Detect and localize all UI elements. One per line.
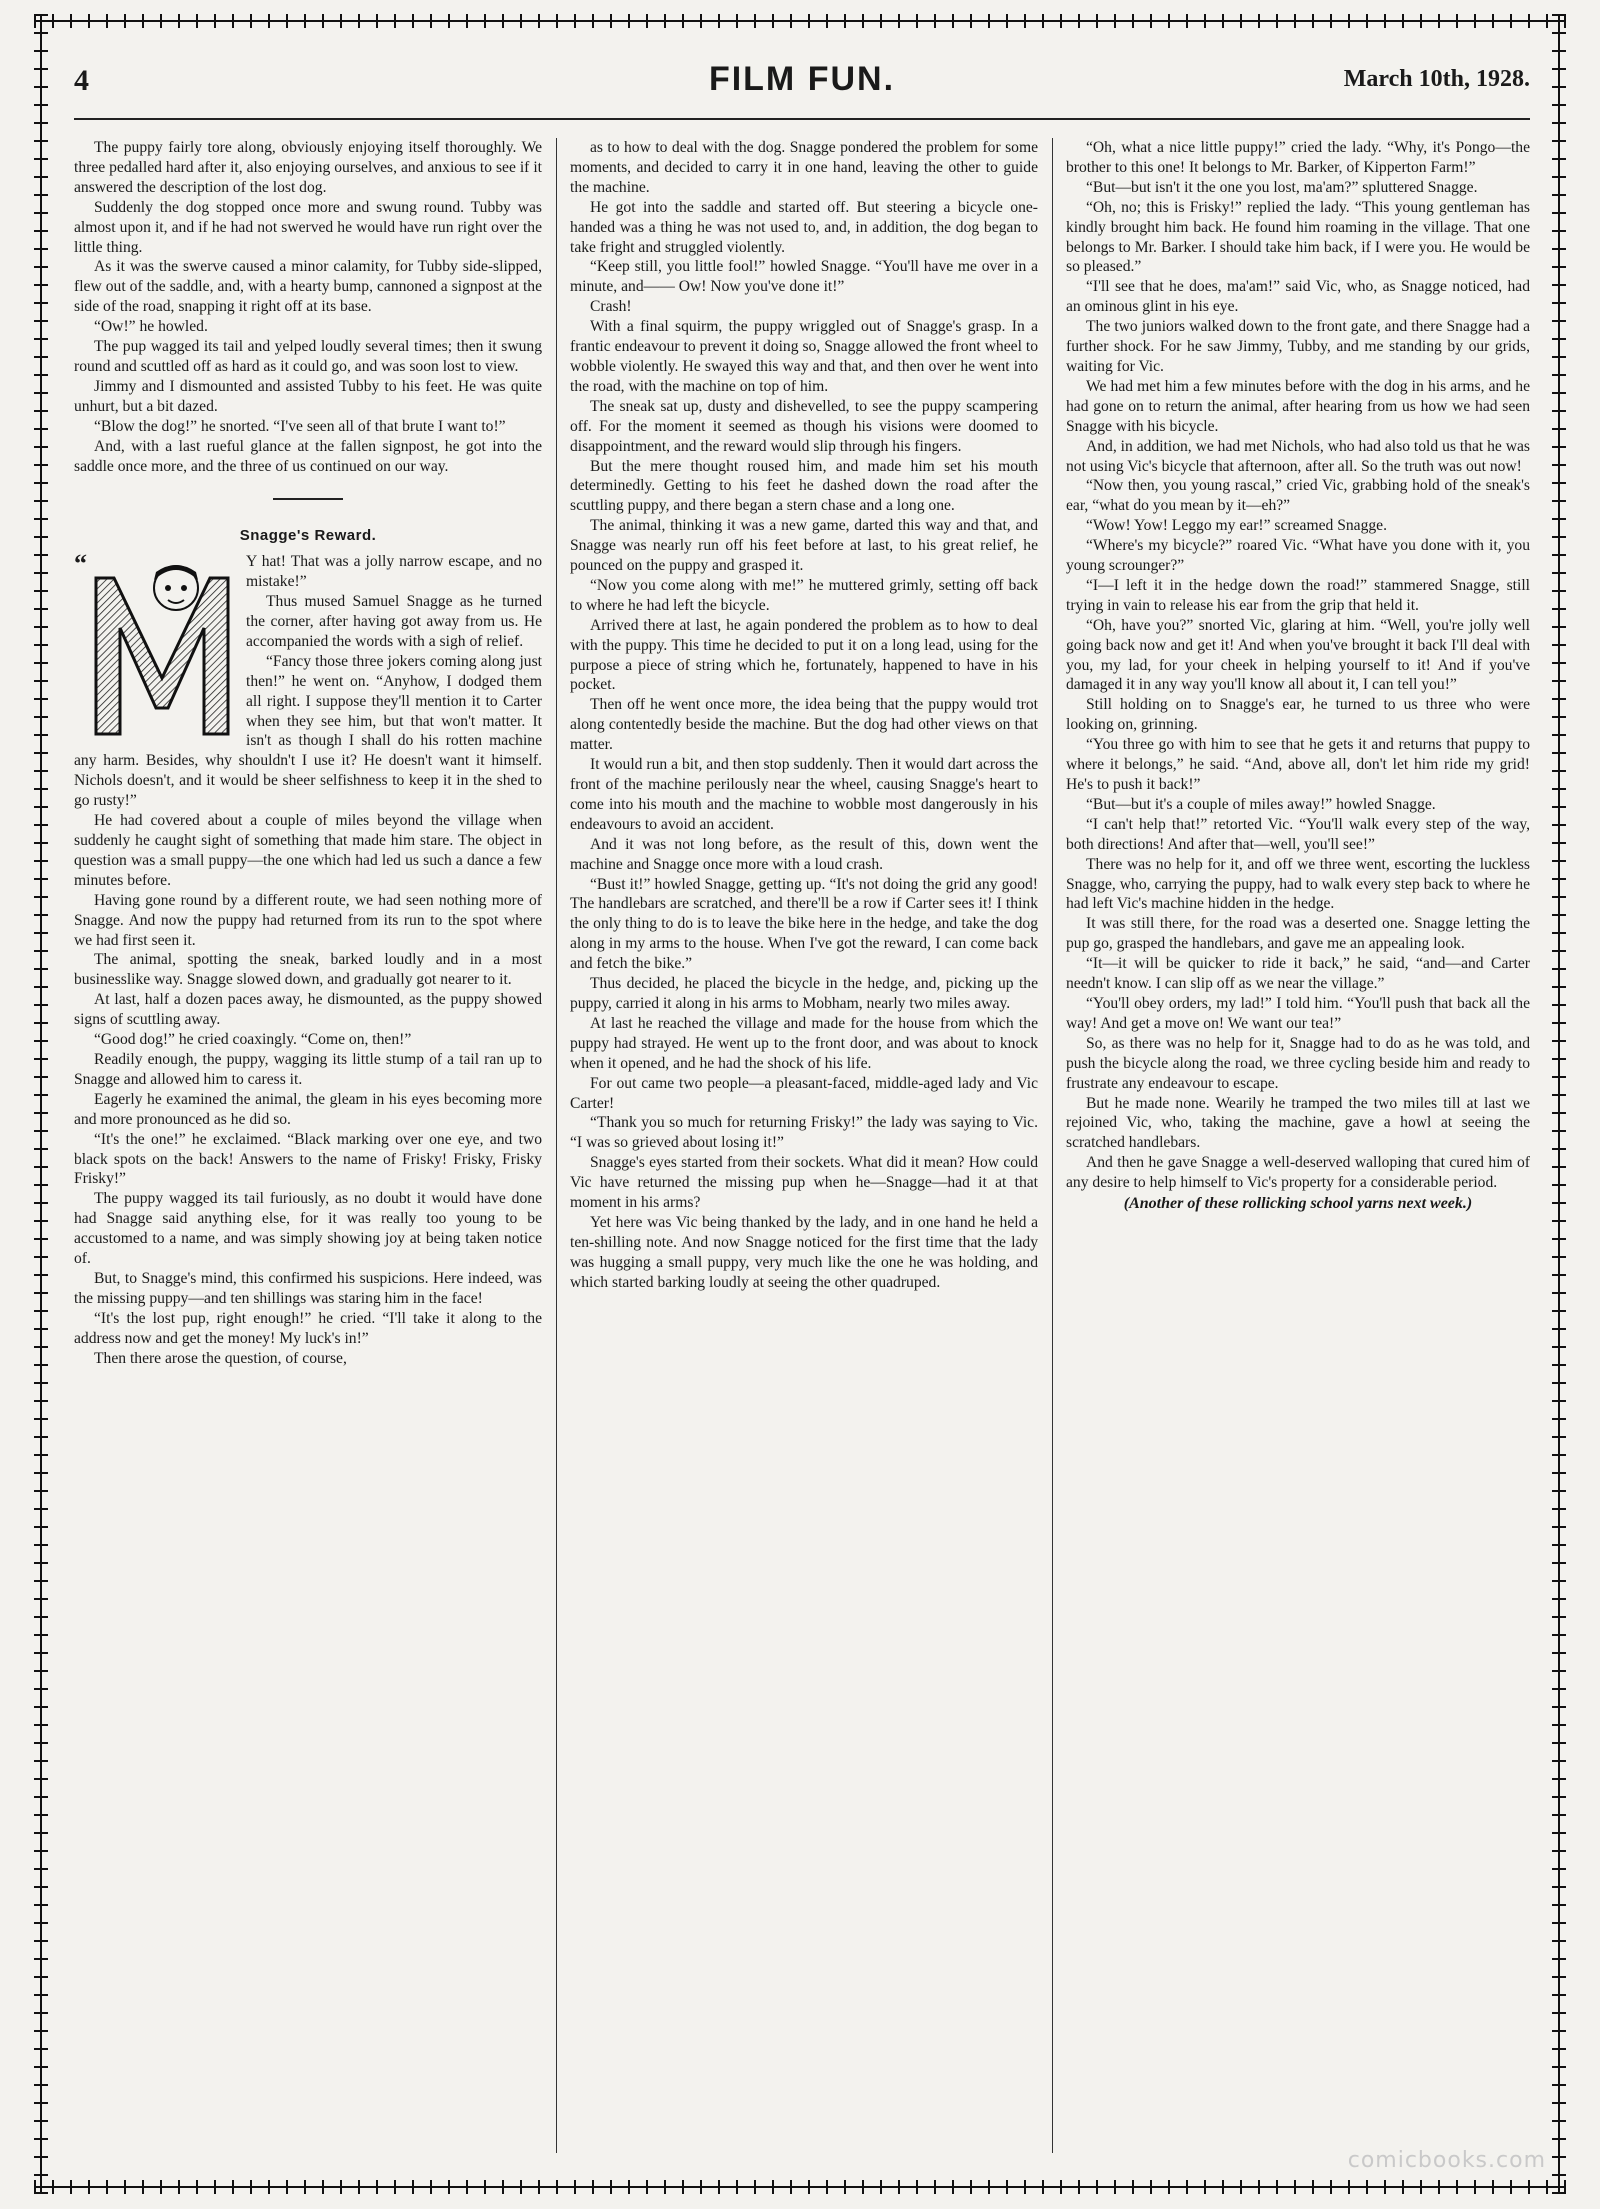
opening-paragraph: Y hat! That was a jolly narrow escape, and no mistake!” (246, 553, 542, 591)
paragraph: It would run a bit, and then stop suddenly. Then it would dart across the front of the machine perilously near the wheel, causing Snagge's heart to come into his mouth and the machine to wobble most dangerously in his endeavours to avoid an accident. (570, 756, 1038, 833)
paragraph: The puppy fairly tore along, obviously enjoying itself thoroughly. We three pedalled hard after it, also enjoying ourselves, and anxious to see if it answered the description of the lost dog. (74, 139, 542, 196)
paragraph: Eagerly he examined the animal, the gleam in his eyes becoming more and more pronounced as he did so. (74, 1090, 542, 1128)
col1-before-paragraphs (74, 138, 542, 476)
paragraph: “Oh, what a nice little puppy!” cried the lady. “Why, it's Pongo—the brother to this one! It belongs to Mr. Barker, of Kipperton Farm!” (1066, 139, 1530, 176)
paragraph: The sneak sat up, dusty and dishevelled, to see the puppy scampering off. For the moment it seemed as though his visions were doomed to disappointment, and the reward would slip through his fingers. (570, 397, 1038, 455)
column-3 (1066, 138, 1530, 2153)
paragraph: “I'll see that he does, ma'am!” said Vic, who, as Snagge noticed, had an ominous glint in his eye. (1066, 278, 1530, 316)
issue-date: March 10th, 1928. (1343, 66, 1530, 92)
paragraph: And, with a last rueful glance at the fallen signpost, he got into the saddle once more, and the three of us continued on our way. (74, 437, 542, 475)
paragraph: Readily enough, the puppy, wagging its little stump of a tail ran up to Snagge and allowed him to caress it. (74, 1050, 542, 1088)
paragraph: But the mere thought roused him, and made him set his mouth determinedly. Getting to his feet he dashed down the road after the scuttling puppy, and there began a stern chase and a long one. (570, 457, 1038, 515)
paragraph: “You three go with him to see that he gets it and returns that puppy to where it belongs,” he said. “And, above all, don't let him ride my grid! He's to push it back!” (1066, 736, 1530, 793)
paragraph: “But—but isn't it the one you lost, ma'am?” spluttered Snagge. (1086, 178, 1478, 196)
paragraph: “It's the lost pup, right enough!” he cried. “I'll take it along to the address now and get the money! My luck's in!” (74, 1309, 542, 1347)
drop-cap-quote-mark: “ (74, 549, 87, 579)
paragraph: “It—it will be quicker to ride it back,” he said, “and—and Carter needn't know. I can slip off as we near the village.” (1066, 955, 1530, 993)
paragraph: As it was the swerve caused a minor calamity, for Tubby side-slipped, flew out of the saddle, and, with a hearty bump, cannoned a signpost at the side of the road, snapping it right off at its base. (74, 258, 542, 316)
paragraph: “Keep still, you little fool!” howled Snagge. “You'll have me over in a minute, and—— Ow! Now you've done it!” (570, 258, 1038, 296)
ornamental-border-bottom (34, 2180, 1566, 2194)
paragraph: But, to Snagge's mind, this confirmed his suspicions. Here indeed, was the missing puppy—and ten shillings was staring him in the face! (74, 1269, 542, 1307)
section-separator (273, 498, 343, 500)
paragraph: The pup wagged its tail and yelped loudly several times; then it swung round and scuttled off as hard as it could go, and was soon lost to view. (74, 338, 542, 375)
paragraph: “Bust it!” howled Snagge, getting up. “It's not doing the grid any good! The handlebars are scratched, and there'll be a row if Carter sees it! I think the only thing to do is to leave the bike here in the hedge, and take the dog along in my arms to the house. When I've got the reward, I can come back and fetch the bike.” (570, 875, 1038, 973)
paragraph: “Ow!” he howled. (94, 318, 208, 336)
paragraph: “Thank you so much for returning Frisky!” the lady was saying to Vic. “I was so grieved about losing it!” (570, 1114, 1038, 1152)
paragraph: Having gone round by a different route, we had seen nothing more of Snagge. And now the puppy had returned from its run to the spot where we had first seen it. (74, 891, 542, 949)
column-divider (556, 138, 557, 2153)
closing-note: (Another of these rollicking school yarns next week.) (1123, 1195, 1473, 1213)
paragraph: “But—but it's a couple of miles away!” howled Snagge. (1086, 795, 1436, 813)
paragraph: Then off he went once more, the idea being that the puppy would trot along contentedly beside the machine. But the dog had other views on that matter. (570, 696, 1038, 754)
paragraph: “I—I left it in the hedge down the road!” stammered Snagge, still trying in vain to release his ear from the grip that held it. (1066, 576, 1530, 614)
article-columns (74, 138, 1530, 2153)
paragraph: “Wow! Yow! Leggo my ear!” screamed Snagge. (1086, 517, 1387, 535)
paragraph: “Oh, no; this is Frisky!” replied the lady. “This young gentleman has kindly brought him back. He found him roaming in the village. That one belongs to Mr. Barker. I should take him back, if I were you. He would be so pleased.” (1066, 198, 1530, 276)
paragraph: “Where's my bicycle?” roared Vic. “What have you done with it, you young scrounger?” (1066, 537, 1530, 575)
column-2 (570, 138, 1038, 2153)
ornamental-border-right (1552, 14, 1566, 2194)
paragraph: For out came two people—a pleasant-faced, middle-aged lady and Vic Carter! (570, 1074, 1038, 1112)
paragraph: Suddenly the dog stopped once more and swung round. Tubby was almost upon it, and if he had not swerved he would have run right over the little thing. (74, 198, 542, 256)
page-header (74, 60, 1530, 112)
column-1 (74, 138, 542, 2153)
col2-paragraphs (570, 138, 1038, 1293)
paragraph: It was still there, for the road was a deserted one. Snagge letting the pup go, grasped the handlebars, and gave me an appealing look. (1066, 915, 1530, 953)
paragraph: “Good dog!” he cried coaxingly. “Come on, then!” (94, 1031, 412, 1049)
paragraph: But he made none. Wearily he tramped the two miles till at last we rejoined Vic, who, taking the machine, gave a howl at seeing the scratched handlebars. (1066, 1094, 1530, 1152)
paragraph: Arrived there at last, he again pondered the problem as to how to deal with the puppy. This time he decided to put it on a long lead, using for the purpose a piece of string which he, fortunately, happened to have in his pocket. (570, 616, 1038, 694)
paragraph: The animal, spotting the sneak, barked loudly and in a most businesslike way. Snagge slowed down, and gradually got nearer to it. (74, 951, 542, 989)
paragraph: At last he reached the village and made for the house from which the puppy had strayed. He went up to the front door, and was about to knock when it opened, and he had the shock of his life. (570, 1014, 1038, 1072)
paragraph: “Now you come along with me!” he muttered grimly, setting off back to where he had left the bicycle. (570, 576, 1038, 614)
drop-cap-illustration (74, 549, 234, 742)
section-subheading: Snagge's Reward. (239, 527, 377, 545)
ornamental-border-left (34, 14, 48, 2194)
header-rule (74, 118, 1530, 120)
paragraph: So, as there was no help for it, Snagge had to do as he was told, and push the bicycle along the road, we three cycling beside him and ready to frustrate any endeavour to escape. (1066, 1034, 1530, 1092)
paragraph: “Fancy those three jokers coming along just then!” he went on. “Anyhow, I dodged them all right. I suppose they'll mention it to Carter when they see him, but that won't matter. It isn't as though I shall do his rotten machine any harm. Besides, why shouldn't I use it? He doesn't want it himself. Nichols doesn't, and it would be sheer selfishness to keep it in the shed to go rusty!” (74, 652, 542, 810)
paragraph: And it was not long before, as the result of this, down went the machine and Snagge once more with a loud crash. (570, 835, 1038, 873)
paragraph: Thus decided, he placed the bicycle in the hedge, and, picking up the puppy, carried it along in his arms to Mobham, nearly two miles away. (570, 975, 1038, 1012)
paragraph: He had covered about a couple of miles beyond the village when suddenly he caught sight of something that made him stare. The object in question was a small puppy—the one which had led us such a dance a few minutes before. (74, 812, 542, 889)
watermark: comicbooks.com (1347, 2148, 1546, 2173)
paragraph: The two juniors walked down to the front gate, and there Snagge had a further shock. For he saw Jimmy, Tubby, and me standing by our grids, waiting for Vic. (1066, 318, 1530, 375)
paragraph: Crash! (590, 298, 632, 316)
paragraph: There was no help for it, and off we three went, escorting the luckless Snagge, who, carrying the puppy, had to walk every step back to where he had left Vic's machine hidden in the hedge. (1066, 855, 1530, 913)
col3-paragraphs (1066, 138, 1530, 1193)
paragraph: “Oh, have you?” snorted Vic, glaring at him. “Well, you're jolly well going back now and get it! And when you've brought it back I'll deal with you, my lad, for your cheek in helping yourself to it! And if you've damaged it in any way you'll know all about it, I can tell you!” (1066, 616, 1530, 694)
paragraph: Still holding on to Snagge's ear, he turned to us three who were looking on, grinning. (1066, 696, 1530, 734)
paragraph: He got into the saddle and started off. But steering a bicycle one-handed was a thing he was not used to, and, in addition, the dog began to take fright and struggled violently. (570, 198, 1038, 256)
column-divider (1052, 138, 1053, 2153)
paragraph: Then there arose the question, of course, (94, 1349, 347, 1367)
paragraph: as to how to deal with the dog. Snagge pondered the problem for some moments, and decided to carry it in one hand, leaving the other to guide the machine. (570, 139, 1038, 196)
paragraph: The animal, thinking it was a new game, darted this way and that, and Snagge was nearly run off his feet before at last, to his great relief, he pounced on the puppy and grasped it. (570, 517, 1038, 575)
drop-cap-letter-m-icon (92, 558, 232, 738)
masthead-title: FILM FUN. (708, 60, 896, 98)
paragraph: “You'll obey orders, my lad!” I told him. “You'll push that back all the way! And get a move on! We want our tea!” (1066, 994, 1530, 1032)
paragraph: “It's the one!” he exclaimed. “Black marking over one eye, and two black spots on the back! Answers to the name of Frisky! Frisky, Frisky Frisky!” (74, 1130, 542, 1188)
paragraph: And then he gave Snagge a well-deserved walloping that cured him of any desire to help himself to Vic's property for a considerable period. (1066, 1154, 1530, 1192)
paragraph: Thus mused Samuel Snagge as he turned the corner, after having got away from us. He accompanied the words with a sigh of relief. (246, 593, 542, 650)
paragraph: With a final squirm, the puppy wriggled out of Snagge's grasp. In a frantic endeavour to prevent it doing so, Snagge allowed the front wheel to wobble violently. He swayed this way and that, and then over he went into the road, with the machine on top of him. (570, 318, 1038, 395)
paragraph: “I can't help that!” retorted Vic. “You'll walk every step of the way, both directions! And after that—well, you'll see!” (1066, 815, 1530, 853)
paragraph: The puppy wagged its tail furiously, as no doubt it would have done had Snagge said anything else, for it was really too young to be accustomed to a name, and was simply showing joy at being taken notice of. (74, 1190, 542, 1268)
ornamental-border-top (34, 14, 1566, 28)
paragraph: And, in addition, we had met Nichols, who had also told us that he was not using Vic's bicycle that afternoon, after all. So the truth was out now! (1066, 437, 1530, 475)
page-number: 4 (74, 64, 89, 97)
paragraph: Jimmy and I dismounted and assisted Tubby to his feet. He was quite unhurt, but a bit dazed. (74, 377, 542, 415)
paragraph: “Blow the dog!” he snorted. “I've seen all of that brute I want to!” (94, 417, 506, 435)
paragraph: We had met him a few minutes before with the dog in his arms, and he had gone on to return the animal, after hearing from us how we had seen Snagge with his bicycle. (1066, 377, 1530, 435)
paragraph: “Now then, you young rascal,” cried Vic, grabbing hold of the sneak's ear, “what do you mean by it—eh?” (1066, 477, 1530, 515)
paragraph: Yet here was Vic being thanked by the lady, and in one hand he held a ten-shilling note. And now Snagge noticed for the first time that the lady was hugging a small puppy, very much like the one he was holding, and which started barking loudly at seeing the other quadruped. (570, 1213, 1038, 1291)
paragraph: At last, half a dozen paces away, he dismounted, as the puppy showed signs of scuttling away. (74, 991, 542, 1029)
paragraph: Snagge's eyes started from their sockets. What did it mean? How could Vic have returned the missing pup when he—Snagge—had it at that moment in his arms? (570, 1154, 1038, 1212)
